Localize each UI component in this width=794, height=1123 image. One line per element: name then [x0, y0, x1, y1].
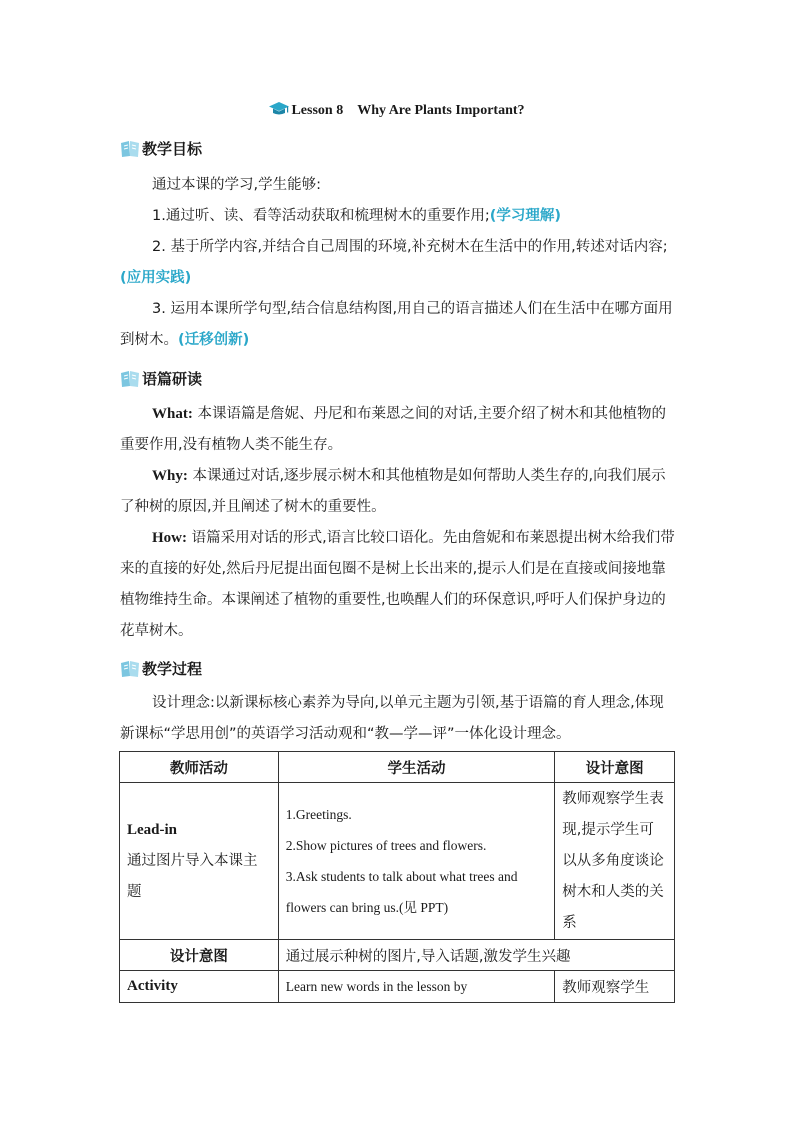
section-heading-goals: 教学目标: [120, 138, 202, 160]
lesson-number: Lesson 8: [291, 103, 344, 118]
leadin-label: Lead-in: [127, 821, 178, 838]
activity-intent: 教师观察学生: [555, 971, 675, 1003]
graduation-cap-icon: [269, 101, 289, 122]
leadin-teacher-text: 通过图片导入本课主题: [127, 852, 258, 900]
book-icon: [120, 660, 140, 684]
lesson-plan-table: [119, 751, 675, 1003]
activity-label-cell: [120, 971, 279, 1003]
activity-student: Learn new words in the lesson by: [278, 971, 554, 1003]
leadin-step-2: 2.Show pictures of trees and flowers.: [285, 838, 487, 853]
goal-item-1: 1.通过听、读、看等活动获取和梳理树木的重要作用;(学习理解): [152, 208, 561, 224]
book-icon: [120, 370, 140, 394]
goal-item-3: 3. 运用本课所学句型,结合信息结构图,用自己的语言描述人们在生活中在哪方面用到树木。(迁移创新): [120, 301, 673, 348]
table-row: [120, 940, 675, 971]
analysis-how: How: 语篇采用对话的形式,语言比较口语化。先由詹妮和布莱恩提出树木给我们带来的直接的好处,然后丹尼提出面包圈不是树上长出来的,提示人们是在直接或间接地靠植物维持生命。本课阐述了植物的重要性,也唤醒人们的环保意识,呼吁人们保护身边的花草树木。: [120, 530, 675, 639]
activity-label: Activity: [127, 978, 178, 994]
table-row: [120, 783, 675, 940]
section-heading-process: 教学过程: [120, 658, 202, 680]
section-heading-analysis: 语篇研读: [120, 368, 202, 390]
goals-intro: 通过本课的学习,学生能够:: [152, 177, 321, 193]
lesson-title: [0, 101, 794, 122]
goal-item-2: 2. 基于所学内容,并结合自己周围的环境,补充树木在生活中的作用,转述对话内容;(应用实践): [120, 239, 668, 286]
header-intent: 设计意图: [555, 752, 675, 783]
book-icon: [120, 140, 140, 164]
leadin-student-cell: [278, 783, 554, 940]
lesson-name: Why Are Plants Important?: [357, 103, 525, 118]
table-header-row: [120, 752, 675, 783]
design-label: 设计意图: [120, 940, 279, 971]
analysis-why: Why: 本课通过对话,逐步展示树木和其他植物是如何帮助人类生存的,向我们展示了种树的原因,并且阐述了树木的重要性。: [120, 468, 666, 515]
leadin-step-1: 1.Greetings.: [285, 807, 352, 822]
table-row: [120, 971, 675, 1003]
leadin-step-3: 3.Ask students to talk about what trees and flowers can bring us.(见 PPT): [285, 869, 518, 915]
leadin-teacher-cell: [120, 783, 279, 940]
header-teacher: 教师活动: [120, 752, 279, 783]
analysis-what: What: 本课语篇是詹妮、丹尼和布莱恩之间的对话,主要介绍了树木和其他植物的重要作用,没有植物人类不能生存。: [120, 406, 667, 453]
process-intro: 设计理念:以新课标核心素养为导向,以单元主题为引领,基于语篇的育人理念,体现新课标“学思用创”的英语学习活动观和“教—学—评”一体化设计理念。: [120, 695, 664, 742]
leadin-intent-cell: 教师观察学生表现,提示学生可以从多角度谈论树木和人类的关系: [555, 783, 675, 940]
design-text: 通过展示种树的图片,导入话题,激发学生兴趣: [278, 940, 674, 971]
header-student: 学生活动: [278, 752, 554, 783]
